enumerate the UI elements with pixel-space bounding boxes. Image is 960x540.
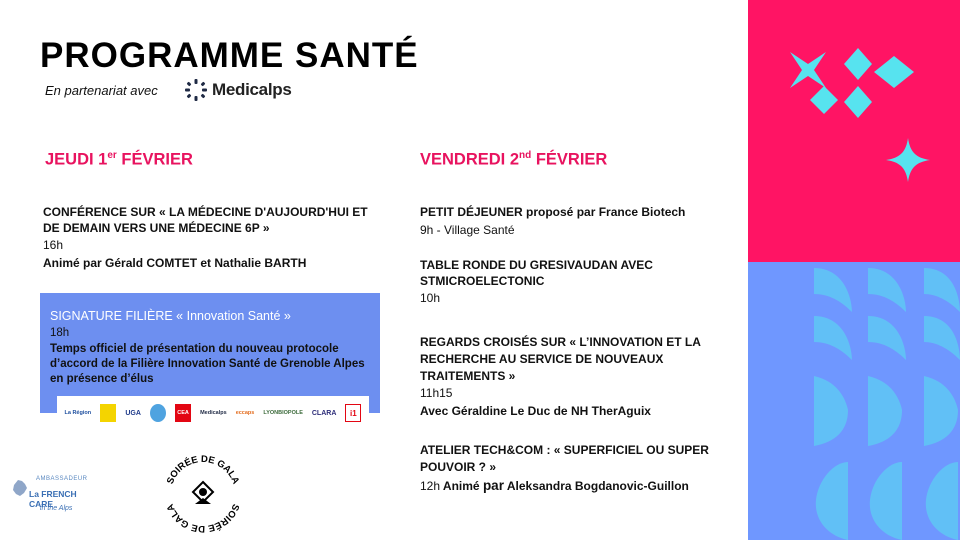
- crescent-pattern-icon: [814, 268, 960, 540]
- medicalps-mark-icon: [184, 78, 208, 102]
- gala-text-bottom: SOIRÉE DE GALA: [164, 502, 242, 535]
- conference-host: Animé par Gérald COMTET et Nathalie BARTH: [43, 255, 307, 270]
- partner-text: En partenariat avec: [45, 83, 158, 98]
- conference-title: CONFÉRENCE SUR « LA MÉDECINE D'AUJOURD'HUI ET DE DEMAIN VERS UNE MÉDECINE 6P »: [43, 205, 368, 235]
- medicalps-logo-text: Medicalps: [212, 80, 292, 99]
- partner-logo-region: La Région: [64, 410, 92, 416]
- atelier-host-prefix: Animé: [440, 479, 483, 493]
- petit-dejeuner-title-rest: proposé par France Biotech: [522, 205, 686, 219]
- ambassador-french-care-logo: [12, 476, 92, 520]
- petit-dejeuner-time: 9h - Village Santé: [420, 222, 515, 237]
- soiree-de-gala-logo: [157, 448, 249, 540]
- table-ronde-time: 10h: [420, 291, 441, 305]
- signature-box: [40, 293, 380, 413]
- partner-logo-yellow: [100, 404, 116, 422]
- event-regards-croises: [420, 334, 720, 419]
- partner-logo-uga: UGA: [125, 409, 141, 417]
- petit-dejeuner-title-bold: PETIT DÉJEUNER: [420, 205, 523, 219]
- partner-logo-medicalps: Medicalps: [200, 410, 227, 416]
- page-title: PROGRAMME SANTÉ: [40, 36, 419, 75]
- event-atelier: [420, 442, 730, 495]
- partner-logo-clara: CLARA: [311, 409, 337, 417]
- atelier-time: 12h: [420, 479, 441, 493]
- atelier-title: ATELIER TECH&COM : « SUPERFICIEL OU SUPER POUVOIR ? »: [420, 443, 709, 474]
- conference-time: 16h: [43, 238, 64, 252]
- decorative-panel: [748, 0, 960, 540]
- day1-title-suffix: FÉVRIER: [116, 150, 193, 169]
- ambassador-line1: AMBASSADEUR: [36, 476, 88, 482]
- atelier-details: [420, 478, 730, 495]
- regards-time: 11h15: [420, 386, 453, 400]
- france-map-icon: [12, 479, 28, 497]
- partner-logo-eccaps: eccaps: [235, 410, 255, 416]
- signature-description: Temps officiel de présentation du nouveau protocole d’accord de la Filière Innovation Santé de Grenoble Alpes en présence d’élus: [50, 343, 365, 385]
- svg-text:SOIRÉE DE GALA: [165, 502, 241, 534]
- ambassador-line3: in the Alps: [40, 505, 73, 512]
- sparkle-icon: [886, 138, 930, 182]
- day2-title-prefix: VENDREDI 2: [420, 150, 520, 169]
- regards-host: Avec Géraldine Le Duc de NH TherAguix: [420, 403, 651, 418]
- gala-text-top: SOIRÉE DE GALA: [164, 453, 242, 486]
- medicalps-logo: [184, 76, 294, 104]
- signature-title: SIGNATURE FILIÈRE « Innovation Santé »: [50, 309, 291, 323]
- partner-logos-strip: [57, 396, 369, 430]
- day2-title-sup: nd: [519, 150, 532, 161]
- event-table-ronde: [420, 258, 720, 307]
- atelier-host-par: par: [482, 478, 504, 493]
- day2-title-suffix: FÉVRIER: [531, 150, 608, 169]
- petit-dejeuner-title: [420, 205, 740, 221]
- regards-title: REGARDS CROISÉS SUR « L’INNOVATION ET LA RECHERCHE AU SERVICE DE NOUVEAUX TRAITEMENTS »: [420, 335, 701, 383]
- day1-title-sup: er: [107, 150, 117, 161]
- partner-logo-cea: CEA: [175, 404, 191, 422]
- partner-logo-circle: [150, 404, 166, 422]
- diamond-cluster-icon: [790, 48, 914, 118]
- day2-title: [420, 150, 607, 170]
- day1-title-prefix: JEUDI 1: [45, 150, 108, 169]
- signature-time: 18h: [50, 327, 70, 339]
- partner-logo-i1: i1: [345, 404, 361, 422]
- partner-logo-lyonbiopole: LYONBIOPOLE: [263, 410, 303, 416]
- day1-title: [45, 150, 193, 170]
- decorative-shapes: [748, 0, 960, 540]
- table-ronde-title: TABLE RONDE DU GRESIVAUDAN AVEC STMICROELECTONIC: [420, 258, 653, 288]
- event-conference: [43, 205, 373, 271]
- gala-emblem-icon: [193, 482, 213, 504]
- event-petit-dejeuner: [420, 205, 740, 238]
- ambassador-line2: La FRENCH CARE: [29, 489, 77, 509]
- atelier-host-name: Aleksandra Bogdanovic-Guillon: [503, 479, 689, 493]
